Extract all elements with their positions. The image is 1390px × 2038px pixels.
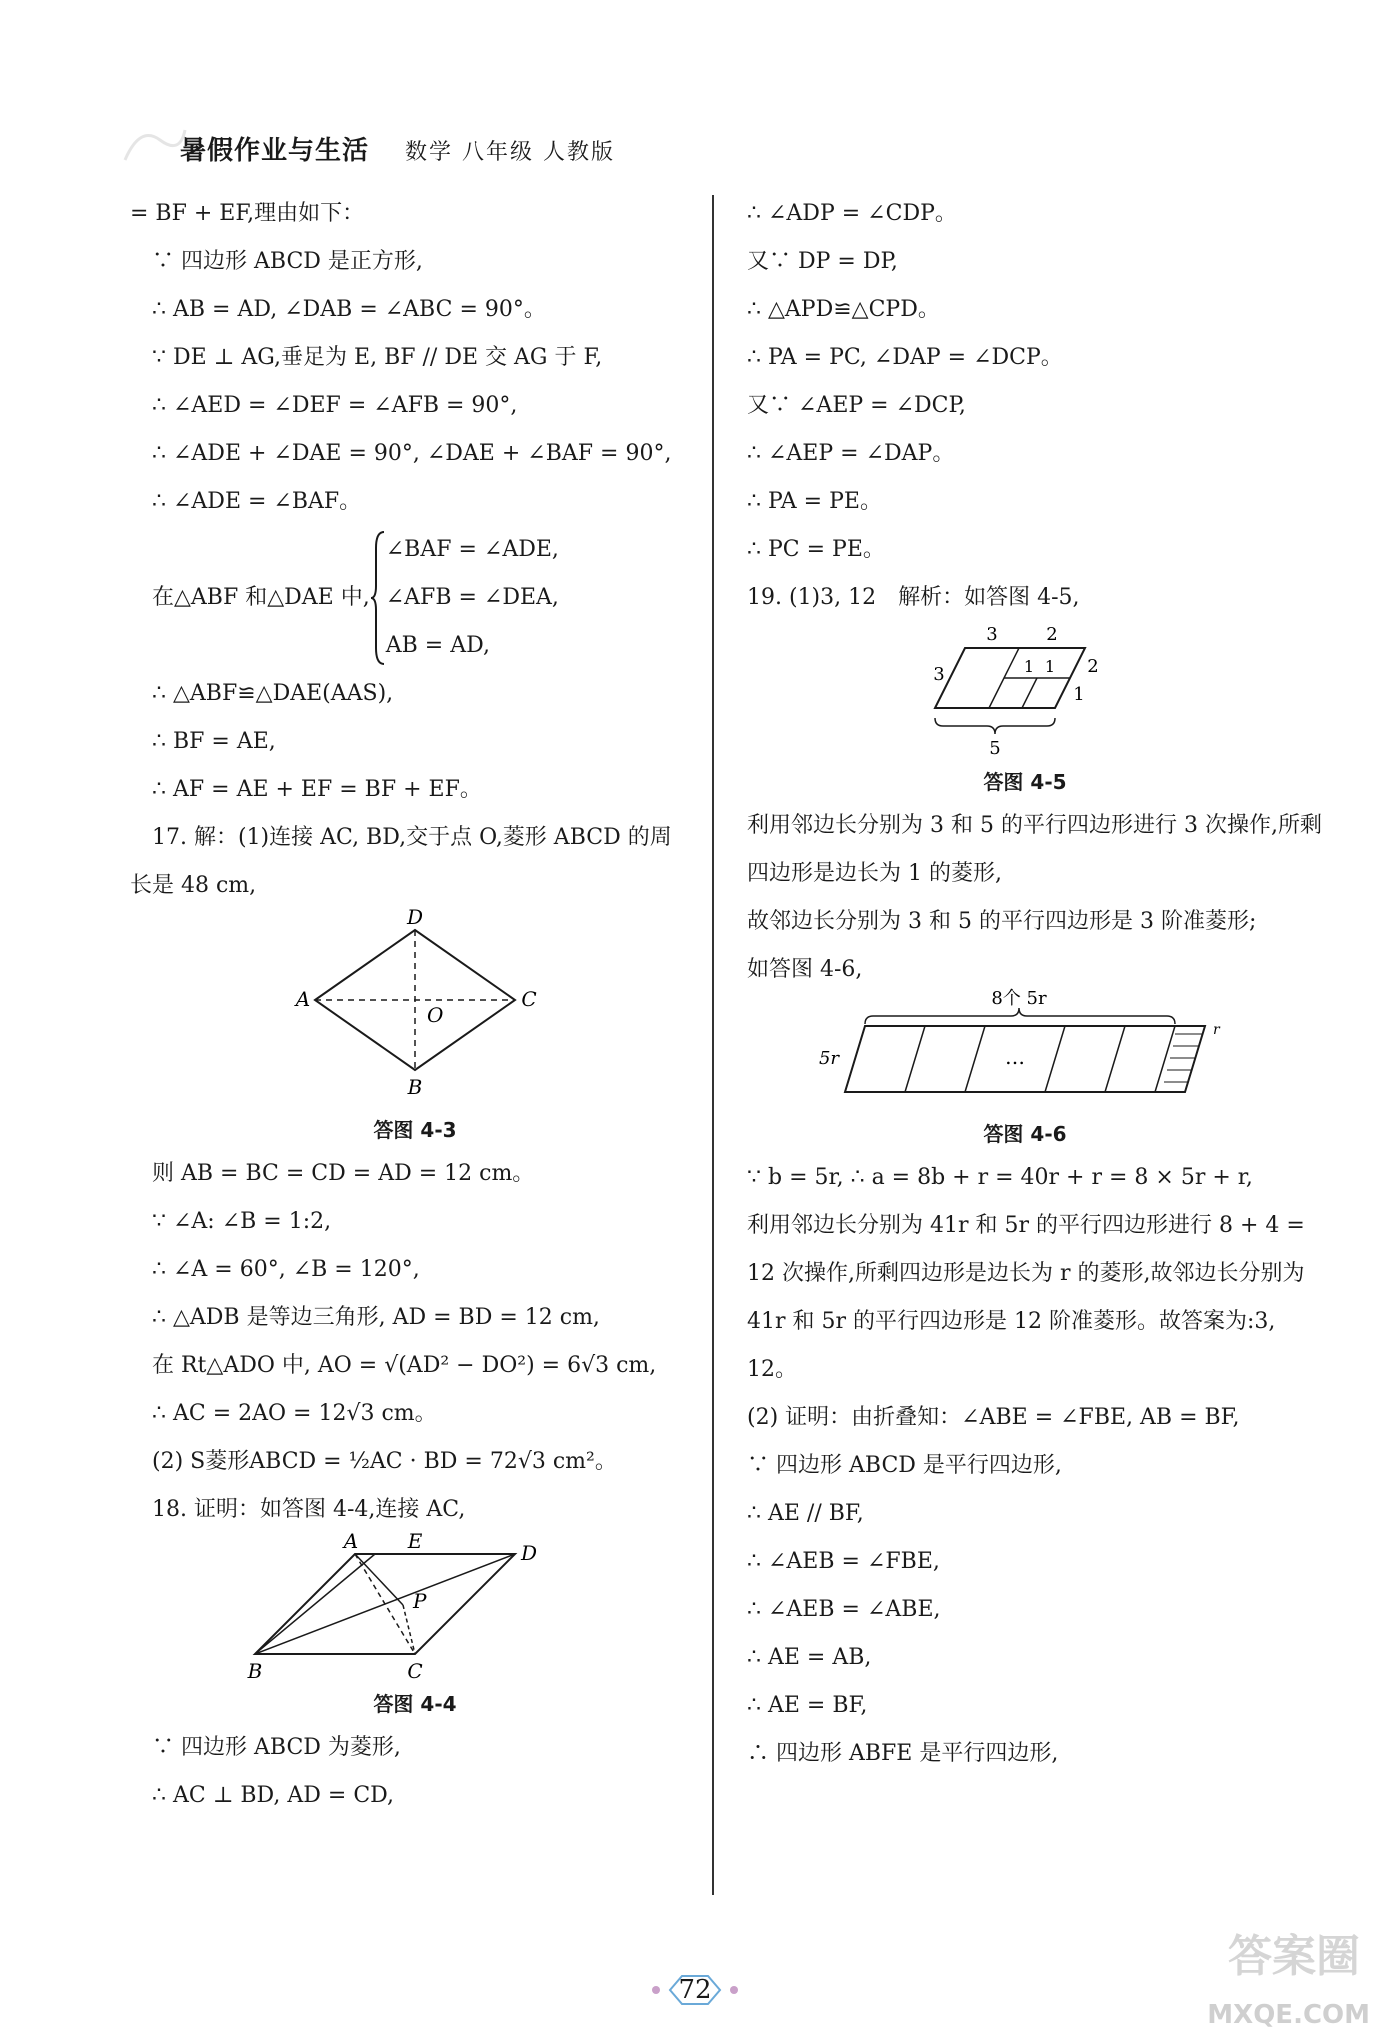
label-o: O [427,1003,444,1027]
watermark-site: MXQE.COM [1207,2000,1370,2030]
text-line: ∴ AE = BF, [747,1693,868,1718]
problem-17-line: 17. 解：(1)连接 AC, BD,交于点 O,菱形 ABCD 的周 [152,825,672,850]
text-line: 则 AB = BC = CD = AD = 12 cm。 [152,1161,535,1186]
brace-lines [386,526,559,670]
text-line: ∴ PA = PE。 [747,489,882,514]
condition-line: AB = AD, [385,633,490,658]
text-line: ∴ AC = 2AO = 12√3 cm。 [152,1401,437,1426]
label-1-right: 1 [1073,684,1085,705]
left-column [130,190,700,1820]
label-2-right: 2 [1087,656,1099,677]
label-1: 1 [1044,657,1056,676]
figure-4-3-rhombus [265,905,565,1110]
label-8x5r: 8个 5r [991,988,1047,1009]
cut-line [1105,1026,1125,1092]
text-line: ∵ 四边形 ABCD 是平行四边形, [747,1453,1062,1478]
parallelogram-shape [845,1026,1205,1092]
text-line: ∴ PC = PE。 [747,537,885,562]
cut-line [965,1026,985,1092]
paragraph: 利用邻边长分别为 3 和 5 的平行四边形进行 3 次操作,所剩四边形是边长为 1 的菱形, [747,813,1322,886]
label-e: E [407,1529,423,1553]
left-brace-icon [370,528,386,668]
label-p: P [413,1589,427,1613]
paragraph: 故邻边长分别为 3 和 5 的平行四边形是 3 阶准菱形; [747,909,1257,934]
condition-brace-block [130,526,700,670]
book-title: 暑假作业与生活 [180,136,370,166]
text-line: ∴ ∠AEB = ∠ABE, [747,1597,941,1622]
label-b: B [407,1075,423,1099]
label-c: C [407,1659,423,1683]
book-subtitle: 数学 八年级 人教版 [405,140,616,165]
text-line: ∴ ∠AEP = ∠DAP。 [747,441,955,466]
text-line: 又∵ DP = DP, [747,249,898,274]
text-line: ∴ ∠ADE + ∠DAE = 90°, ∠DAE + ∠BAF = 90°, [152,441,672,466]
label-r: r [1213,1022,1220,1038]
cut-line [1045,1026,1065,1092]
text-line: ∴ AE = AB, [747,1645,872,1670]
figure-caption: 答图 4-5 [983,770,1067,794]
page-number: 72 [678,1975,712,2005]
cut-line [1022,678,1037,708]
figure-4-6-parallelogram [815,988,1235,1114]
text-line: ∵ DE ⊥ AG,垂足为 E, BF // DE 交 AG 于 F, [152,345,603,370]
text-line: 在 Rt△ADO 中, AO = √(AD² − DO²) = 6√3 cm, [152,1353,657,1378]
top-brace-icon [865,1008,1175,1024]
text-line: ∴ ∠AEB = ∠FBE, [747,1549,940,1574]
segment-ap [355,1554,403,1605]
text-line: ∵ 四边形 ABCD 为菱形, [152,1735,401,1760]
label-a: A [343,1529,359,1553]
figure-4-5-parallelogram [915,622,1135,762]
text-line: ∴ ∠AED = ∠DEF = ∠AFB = 90°, [152,393,518,418]
text-line: 又∵ ∠AEP = ∠DCP, [747,393,966,418]
watermark-logo: 答案圈 [1228,1931,1360,1982]
segment-be [255,1554,375,1654]
problem-17-line: 长是 48 cm, [130,873,257,898]
text-line: ∴ ∠A = 60°, ∠B = 120°, [152,1257,420,1282]
label-5r: 5r [818,1048,840,1069]
label-3-top: 3 [986,624,998,645]
label-a: A [295,987,311,1011]
text-line: ∴ AB = AD, ∠DAB = ∠ABC = 90°。 [152,297,546,322]
figure-caption: 答图 4-3 [373,1118,457,1142]
problem-19-line: 19. (1)3, 12 解析：如答图 4-5, [747,585,1080,610]
figure-caption: 答图 4-6 [983,1122,1067,1146]
label-c: C [521,987,537,1011]
text-line: 如答图 4-6, [747,957,863,982]
text-line: ∴ △ADB 是等边三角形, AD = BD = 12 cm, [152,1305,600,1330]
watermark [1180,1920,1370,2030]
text-line: ∴ AF = AE + EF = BF + EF。 [152,777,482,802]
label-d: D [406,905,424,929]
page-number-block [640,1970,750,2010]
label-3-left: 3 [933,664,945,685]
text-line: ∴ △ABF≌△DAE(AAS), [152,681,394,706]
text-line: (2) 证明：由折叠知：∠ABE = ∠FBE, AB = BF, [747,1405,1240,1430]
text-line: ∴ ∠ADE = ∠BAF。 [152,489,362,514]
text-line: (2) S菱形ABCD = ½AC · BD = 72√3 cm²。 [152,1449,617,1474]
text-line: ∵ b = 5r, ∴ a = 8b + r = 40r + r = 8 × 5r + r, [747,1165,1253,1190]
text-line: ∴ △APD≌△CPD。 [747,297,940,322]
text-line: = BF + EF,理由如下： [130,201,365,226]
diagonal-ac [355,1554,415,1654]
cut-line [905,1026,925,1092]
text-line: ∴ AC ⊥ BD, AD = CD, [152,1783,395,1808]
text-line: ∴ BF = AE, [152,729,276,754]
label-5: 5 [989,738,1001,759]
column-divider [712,195,714,1895]
problem-18-line: 18. 证明：如答图 4-4,连接 AC, [152,1497,466,1522]
text-line: ∵ 四边形 ABCD 是正方形, [152,249,423,274]
condition-line: ∠BAF = ∠ADE, [385,537,559,562]
page-header [180,130,615,170]
text-line: ∴ ∠ADP = ∠CDP。 [747,201,957,226]
bottom-brace-icon [935,718,1055,734]
figure-caption: 答图 4-4 [373,1692,457,1716]
label-2-top: 2 [1046,624,1058,645]
text-line: ∴ PA = PC, ∠DAP = ∠DCP。 [747,345,1063,370]
brace-prefix: 在△ABF 和△DAE 中, [152,585,370,610]
paragraph: 利用邻边长分别为 41r 和 5r 的平行四边形进行 8 + 4 = 12 次操作,所剩四边形是边长为 r 的菱形,故邻边长分别为 41r 和 5r 的平行四边形是 12 阶准菱形。故答案为:3, 12。 [747,1213,1305,1382]
condition-line: ∠AFB = ∠DEA, [385,585,559,610]
figure-4-4-rhombus [247,1529,575,1684]
label-d: D [520,1541,538,1565]
text-line: ∴ AE // BF, [747,1501,864,1526]
text-line: ∴ 四边形 ABFE 是平行四边形, [747,1741,1059,1766]
label-1: 1 [1023,657,1035,676]
label-ellipsis: … [1005,1045,1025,1069]
label-b: B [247,1659,263,1683]
right-column [725,190,1325,1778]
text-line: ∵ ∠A: ∠B = 1:2, [152,1209,332,1234]
